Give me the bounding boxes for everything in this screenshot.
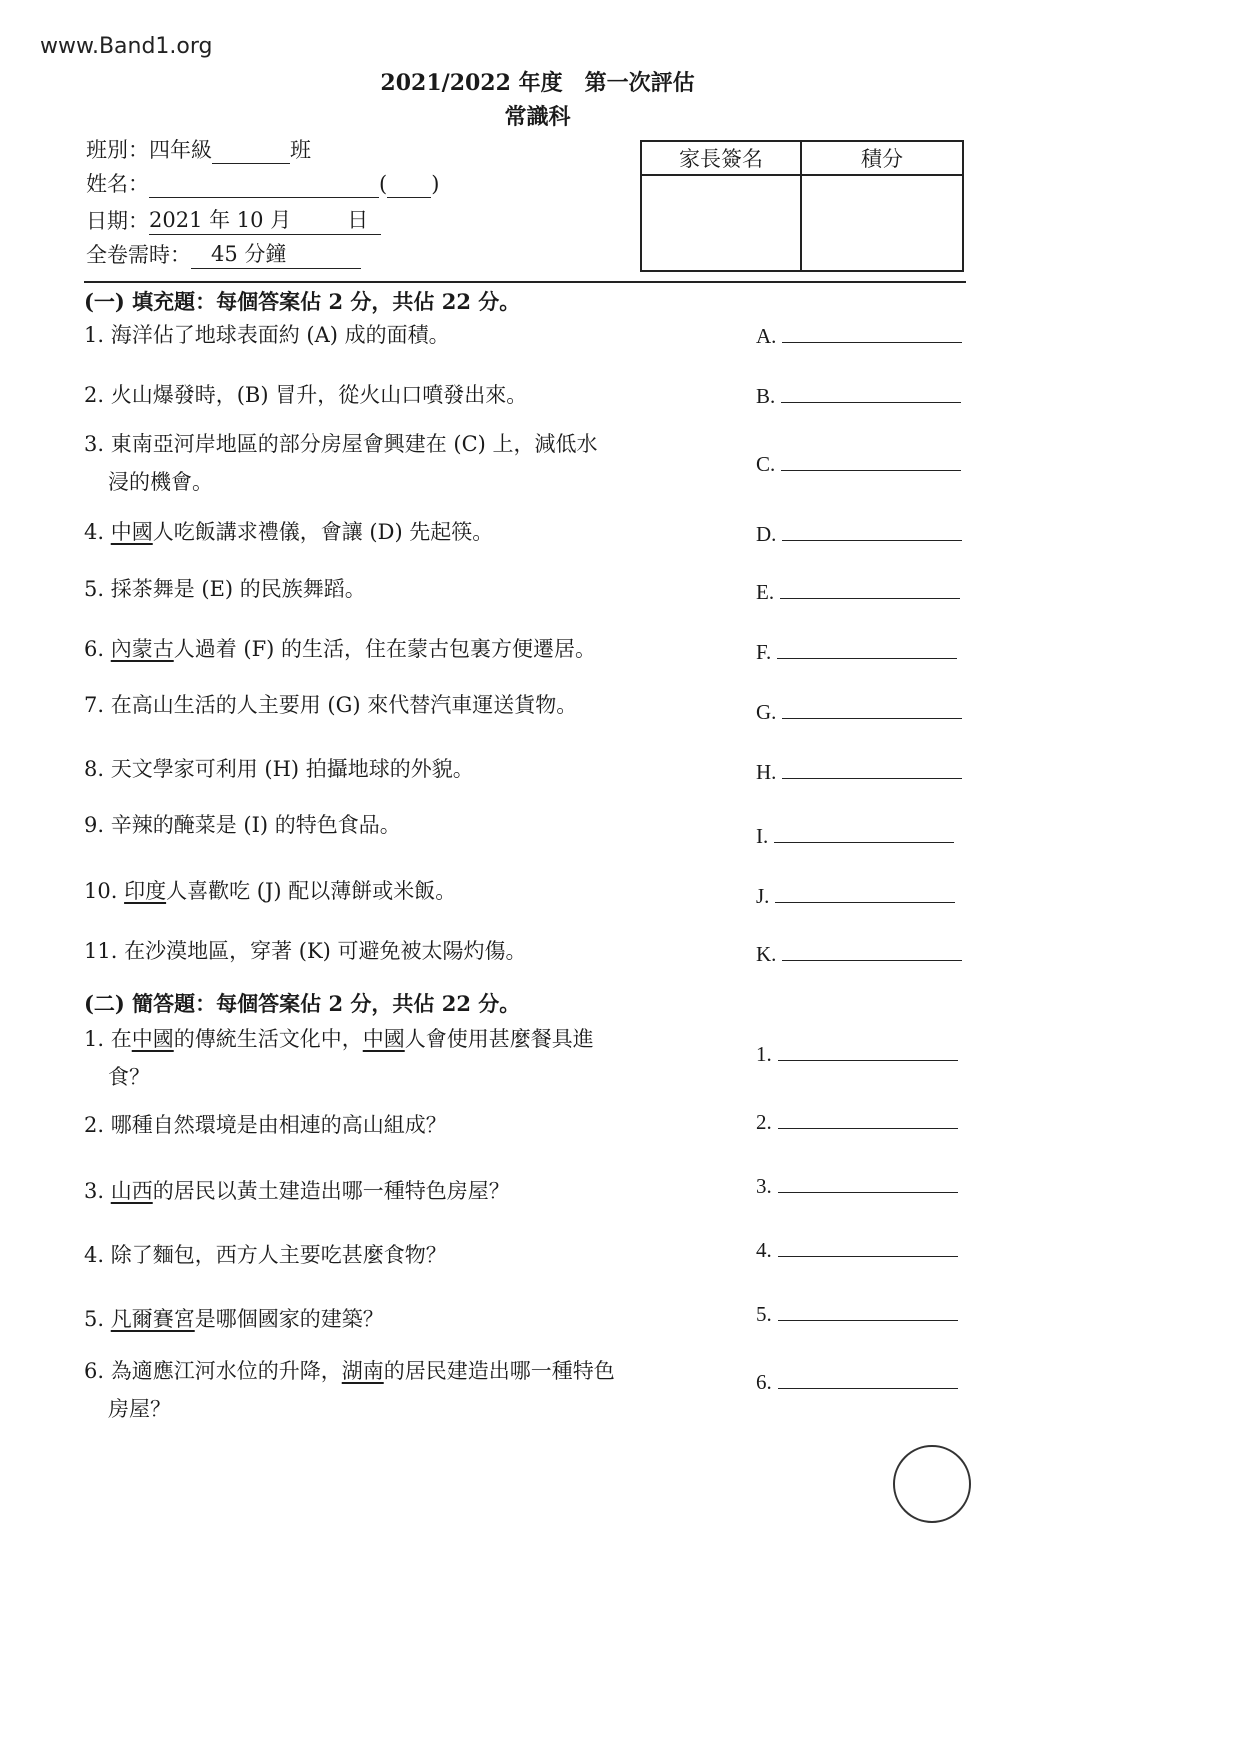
name-row: 姓名： ( ): [86, 172, 440, 196]
class-number-blank: [387, 197, 431, 198]
section2-heading: (二) 簡答題：每個答案佔 2 分，共佔 22 分。: [84, 991, 521, 1016]
name-blank: [149, 197, 379, 198]
parent-signature-cell: [642, 176, 802, 270]
fill-question-5: 5. 採茶舞是 (E) 的民族舞蹈。: [84, 577, 366, 601]
fill-answer-K[interactable]: K.: [756, 942, 962, 967]
short-question-6: 6. 為適應江河水位的升降，湖南的居民建造出哪一種特色 房屋？: [84, 1359, 615, 1421]
short-answer-1[interactable]: 1.: [756, 1042, 958, 1067]
date-label: 日期：: [86, 209, 149, 233]
fill-answer-I[interactable]: I.: [756, 824, 954, 849]
fill-answer-J[interactable]: J.: [756, 884, 955, 909]
fill-question-11: 11. 在沙漠地區，穿著 (K) 可避免被太陽灼傷。: [84, 939, 527, 963]
short-answer-2[interactable]: 2.: [756, 1110, 958, 1135]
fill-answer-F[interactable]: F.: [756, 640, 957, 665]
fill-question-6: 6. 內蒙古人過着 (F) 的生活，住在蒙古包裏方便遷居。: [84, 637, 597, 661]
fill-question-7: 7. 在高山生活的人主要用 (G) 來代替汽車運送貨物。: [84, 693, 578, 717]
section1-heading: (一) 填充題：每個答案佔 2 分，共佔 22 分。: [84, 289, 521, 314]
fill-question-3: 3. 東南亞河岸地區的部分房屋會興建在 (C) 上，減低水 浸的機會。: [84, 432, 598, 494]
fill-answer-E[interactable]: E.: [756, 580, 960, 605]
fill-question-2: 2. 火山爆發時，(B) 冒升，從火山口噴發出來。: [84, 383, 528, 407]
fill-answer-G[interactable]: G.: [756, 700, 962, 725]
subject-title: 常識科: [504, 104, 571, 130]
name-label: 姓名：: [86, 172, 149, 196]
time-row: [86, 238, 361, 269]
score-circle: [893, 1445, 971, 1523]
date-field: 2021 年 10 月 日: [149, 204, 381, 235]
short-question-4: 4. 除了麵包，西方人主要吃甚麼食物？: [84, 1243, 447, 1267]
fill-answer-B[interactable]: B.: [756, 384, 961, 409]
fill-question-8: 8. 天文學家可利用 (H) 拍攝地球的外貌。: [84, 757, 474, 781]
fill-answer-D[interactable]: D.: [756, 522, 962, 547]
short-question-1: 1. 在中國的傳統生活文化中，中國人會使用甚麼餐具進 食？: [84, 1027, 594, 1089]
class-suffix: 班: [290, 138, 311, 162]
short-answer-4[interactable]: 4.: [756, 1238, 958, 1263]
class-blank: [212, 163, 290, 164]
date-row: [86, 204, 381, 235]
site-watermark: www.Band1.org: [40, 34, 213, 59]
score-header: 積分: [802, 142, 962, 176]
time-value: 45 分鐘: [191, 238, 361, 269]
fill-question-1: 1. 海洋佔了地球表面約 (A) 成的面積。: [84, 323, 450, 347]
parent-signature-header: 家長簽名: [642, 142, 802, 176]
fill-question-10: 10. 印度人喜歡吃 (J) 配以薄餅或米飯。: [84, 879, 457, 903]
class-row: [86, 134, 311, 164]
short-answer-5[interactable]: 5.: [756, 1302, 958, 1327]
header-divider: [84, 281, 966, 283]
short-answer-6[interactable]: 6.: [756, 1370, 958, 1395]
signature-score-table: [640, 140, 964, 272]
fill-question-9: 9. 辛辣的醃菜是 (I) 的特色食品。: [84, 813, 401, 837]
short-question-5: 5. 凡爾賽宮是哪個國家的建築？: [84, 1307, 384, 1331]
page-title: 2021/2022 年度 第一次評估: [380, 70, 695, 96]
time-label: 全卷需時：: [86, 243, 191, 267]
fill-answer-A[interactable]: A.: [756, 324, 962, 349]
short-question-3: 3. 山西的居民以黃土建造出哪一種特色房屋？: [84, 1179, 510, 1203]
fill-question-4: 4. 中國人吃飯講求禮儀，會讓 (D) 先起筷。: [84, 520, 494, 544]
fill-answer-H[interactable]: H.: [756, 760, 962, 785]
short-question-2: 2. 哪種自然環境是由相連的高山組成？: [84, 1113, 447, 1137]
short-answer-3[interactable]: 3.: [756, 1174, 958, 1199]
fill-answer-C[interactable]: C.: [756, 452, 961, 477]
class-label: 班別：四年級: [86, 138, 212, 162]
score-cell: [802, 176, 962, 270]
